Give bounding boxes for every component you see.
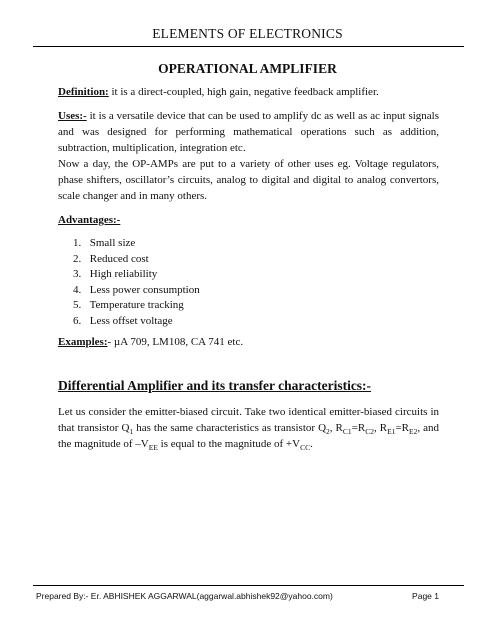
list-item-number: 2. [73,252,82,265]
list-item-text: Less offset voltage [89,314,173,327]
paragraph-text: , R [373,422,388,434]
running-header: ELEMENTS OF ELECTRONICS [152,26,343,41]
list-item-number: 4. [73,283,82,296]
paragraph-text: , R [329,422,343,434]
list-item [73,283,200,299]
advantages-heading: Advantages:- [58,214,121,226]
other-uses-paragraph: Now a day, the OP-AMPs are put to a variety of other uses eg. Voltage regulators, phase shifters, oscillator’s circuits, analog to digital and digital to analog convertors, scale changer and in many others. [58,158,439,202]
list-item-text: High reliability [89,268,158,280]
list-item [73,236,200,252]
header-divider [33,46,464,47]
paragraph-text: has the same characteristics as transistor Q [133,422,327,434]
definition-label: Definition: [58,86,109,98]
list-item [73,298,200,314]
list-item [73,314,200,330]
paragraph-text: =R [351,422,366,434]
subscript: 1 [129,427,134,437]
uses-text: it is a versatile device that can be used to amplify dc as well as ac input signals and was designed for performing mathematical operations such as addition, subtraction, multiplication, integration etc. [58,110,439,154]
list-item-text: Temperature tracking [89,299,184,311]
subscript: C1 [342,427,352,437]
definition-text: it is a direct-coupled, high gain, negative feedback amplifier. [108,86,379,98]
definition-paragraph [58,84,439,100]
examples-paragraph [58,334,439,350]
list-item-text: Less power consumption [89,283,200,296]
section-heading: Differential Amplifier and its transfer characteristics:- [58,378,372,393]
paragraph-text: =R [395,422,409,434]
list-item-text: Reduced cost [89,252,149,265]
subscript: E2 [409,427,418,437]
uses-paragraph [58,108,439,156]
page-title: OPERATIONAL AMPLIFIER [158,61,337,76]
paragraph-text: . [310,438,313,450]
footer-divider [33,585,464,586]
list-item-number: 5. [73,299,82,311]
list-item [73,252,200,268]
uses-label: Uses:- [58,110,87,122]
footer-author: Prepared By:- Er. ABHISHEK AGGARWAL(aggarwal.abhishek92@yahoo.com) [36,591,333,601]
page-number: Page 1 [412,591,439,601]
section-paragraph [58,404,439,452]
subscript: E1 [387,427,396,437]
examples-text: - µA 709, LM108, CA 741 etc. [107,336,244,348]
list-item-number: 3. [73,268,82,280]
subscript: C2 [365,427,374,437]
subscript: CC [300,443,311,453]
paragraph-text: is equal to the magnitude of +V [157,438,301,450]
list-item-number: 6. [73,314,82,327]
examples-label: Examples: [58,336,108,348]
advantages-list [73,236,200,329]
list-item-number: 1. [73,237,82,249]
list-item [73,267,200,283]
paragraph-text: Let us consider the emitter-biased circuit. Take two identical emitter-biased circuits in that transistor Q [58,406,439,434]
subscript: EE [148,443,158,453]
paragraph-text: , and the magnitude of –V [58,422,440,450]
list-item-text: Small size [89,237,136,249]
subscript: 2 [326,427,330,437]
